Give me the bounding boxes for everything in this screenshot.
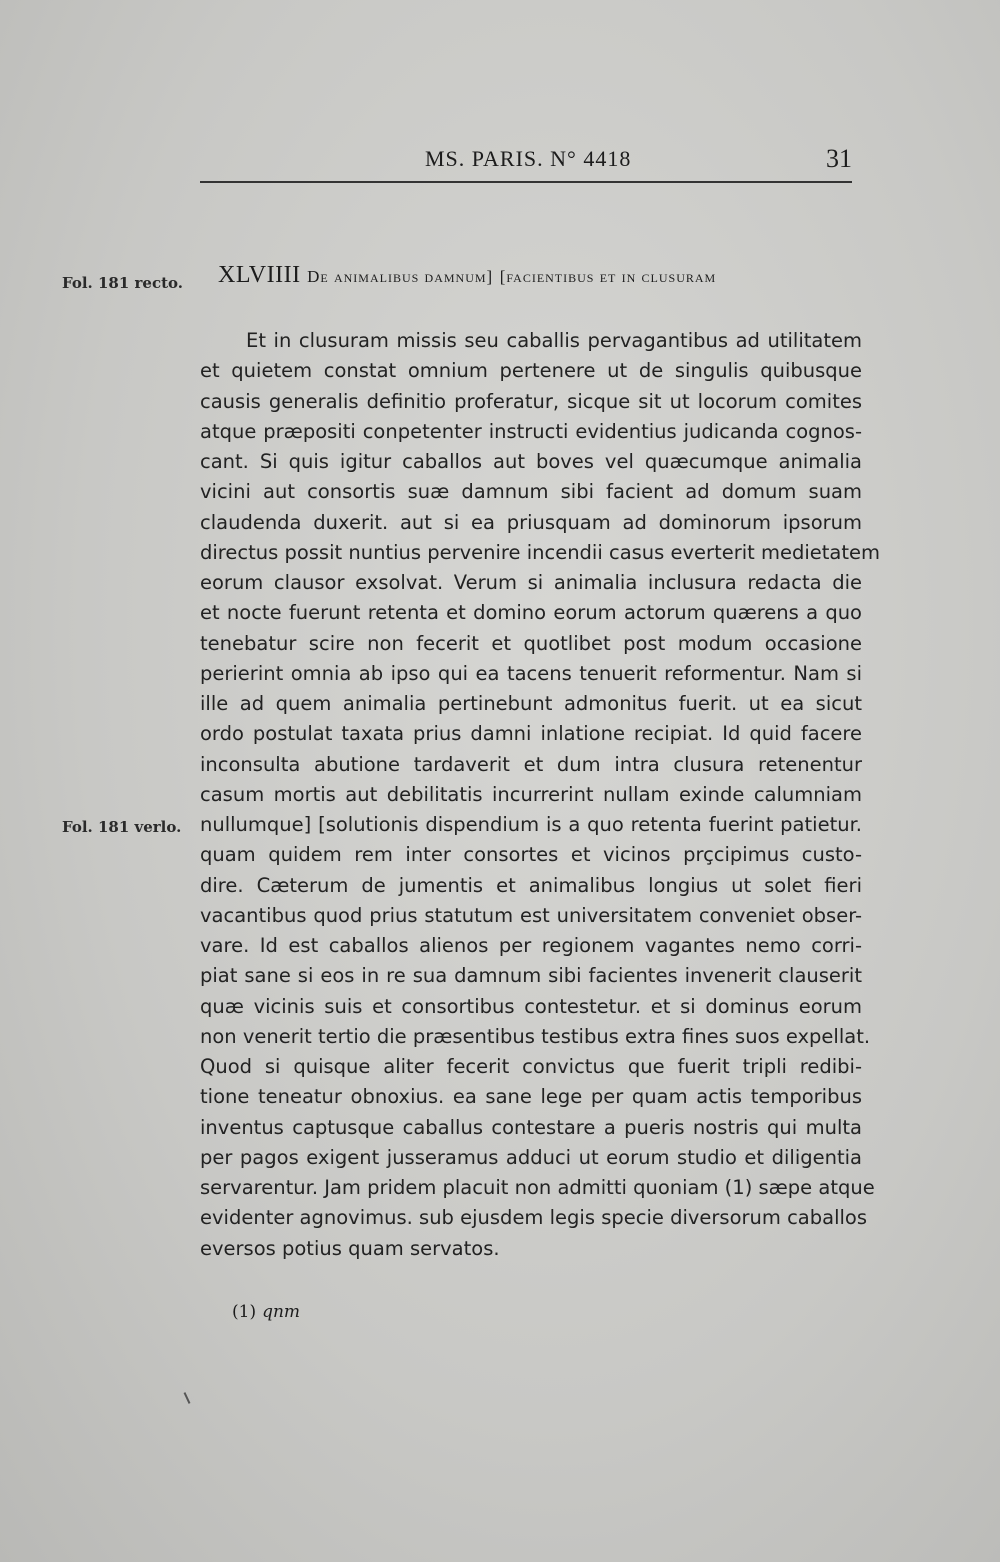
chapter-number: XLVIIII [218,262,301,288]
margin-note-recto: Fol. 181 recto. [62,274,183,292]
text-line: non venerit tertio die præsentibus testibus extra fines suos expellat. [200,1024,871,1048]
text-line: ordo postulat taxata prius damni inlatione recipiat. Id quid facere [200,722,862,746]
page-header [200,146,852,186]
text-line: vare. Id est caballos alienos per regionem vagantes nemo corri- [200,934,862,957]
text-line: evidenter agnovimus. sub ejusdem legis specie diversorum caballos [200,1206,867,1230]
margin-note-verso: Fol. 181 verlo. [62,818,182,836]
text-line: dire. Cæterum de jumentis et animalibus longius ut solet fieri [200,873,862,897]
chapter-title-part2: [facientibus et in clusuram [499,267,717,286]
text-line: inventus captusque caballus contestare a pueris nostris qui multa [200,1115,862,1139]
text-line: causis generalis definitio proferatur, sicque sit ut locorum comites [200,389,862,413]
text-line: servarentur. Jam pridem placuit non admitti quoniam (1) sæpe atque [200,1176,875,1199]
text-line: vicini aut consortis suæ damnum sibi facient ad domum suam [200,480,862,504]
text-line: cant. Si quis igitur caballos aut boves vel quæcumque animalia [200,450,862,473]
footnote [232,1302,300,1322]
text-line: perierint omnia ab ipso qui ea tacens tenuerit reformentur. Nam si [200,661,862,685]
text-line: piat sane si eos in re sua damnum sibi facientes invenerit clauserit [200,964,862,988]
text-line: atque præpositi conpetenter instructi evidentius judicanda cognos- [200,419,862,443]
chapter-title-part1: De animalibus damnum] [307,267,494,286]
text-line: ille ad quem animalia pertinebunt admonitus fuerit. ut ea sicut [200,692,862,715]
text-line: Et in clusuram missis seu caballis pervagantibus ad utilitatem [246,329,862,352]
text-line: per pagos exigent jusseramus adduci ut eorum studio et diligentia [200,1145,862,1169]
text-line: et quietem constat omnium pertenere ut de singulis quibusque [200,359,862,383]
text-line: claudenda duxerit. aut si ea priusquam ad dominorum ipsorum [200,510,862,534]
text-line: eorum clausor exsolvat. Verum si animalia inclusura redacta die [200,571,862,594]
body-text [200,326,881,1264]
text-line: quam quidem rem inter consortes et vicinos prçcipimus custo- [200,843,862,867]
chapter-heading [218,262,716,289]
text-line: casum mortis aut debilitatis incurrerint nullam exinde calumniam [200,782,862,806]
text-line: inconsulta abutione tardaverit et dum intra clusura retenentur [200,752,862,776]
text-line: vacantibus quod prius statutum est universitatem conveniet obser- [200,903,862,927]
text-line: eversos potius quam servatos. [200,1236,500,1260]
text-line: quæ vicinis suis et consortibus contestetur. et si dominus eorum [200,994,862,1018]
footnote-marker: (1) [232,1302,257,1322]
header-rule [200,181,852,183]
page-number: 31 [826,144,852,173]
ink-mark [184,1392,191,1404]
text-line: directus possit nuntius pervenire incendii casus everterit medietatem [200,540,881,564]
running-title: MS. PARIS. N° 4418 [425,146,632,171]
text-line: tenebatur scire non fecerit et quotlibet post modum occasione [200,631,862,655]
text-line: et nocte fuerunt retenta et domino eorum actorum quærens a quo [200,601,862,625]
text-line: Quod si quisque aliter fecerit convictus que fuerit tripli redibi- [200,1055,862,1078]
text-line: nullumque] [solutionis dispendium is a quo retenta fuerint patietur. [200,813,862,836]
text-line: tione teneatur obnoxius. ea sane lege per quam actis temporibus [200,1085,862,1109]
footnote-text: qnm [262,1302,301,1322]
